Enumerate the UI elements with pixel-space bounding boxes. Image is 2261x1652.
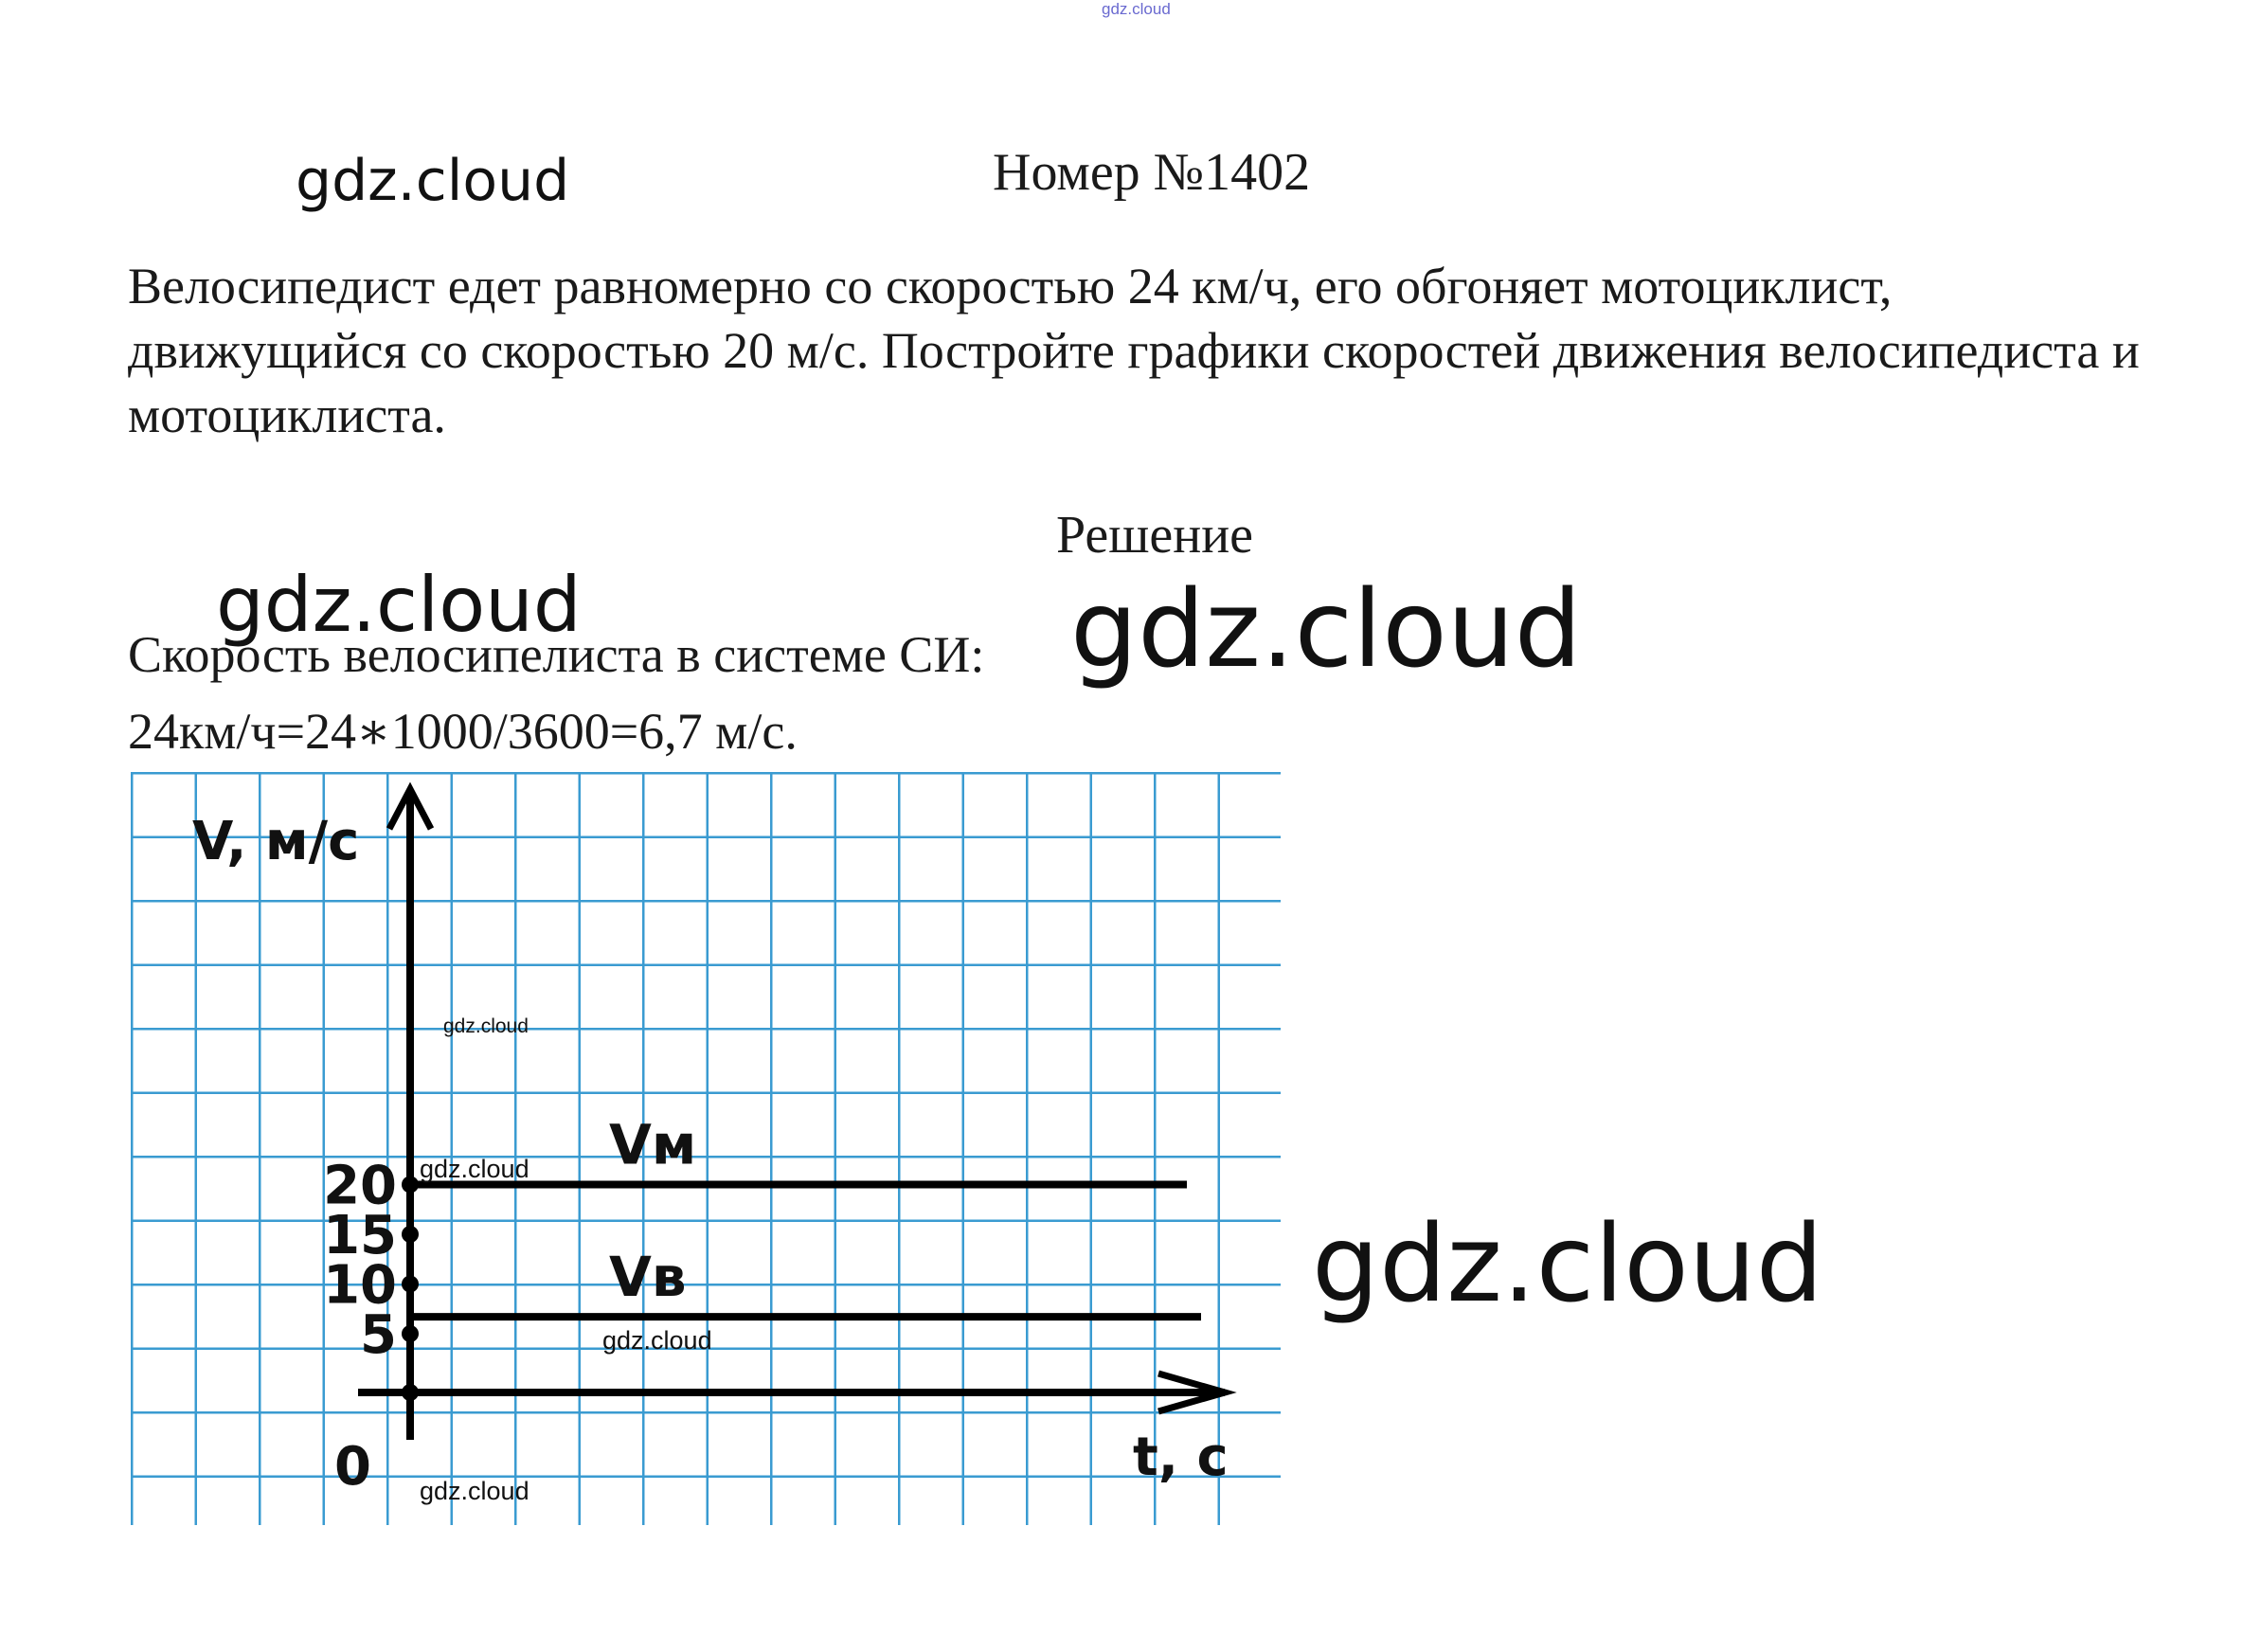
y-tick-dot	[402, 1226, 419, 1243]
grid-lines	[131, 772, 1281, 1525]
origin-dot	[402, 1384, 419, 1401]
chart-watermark-top: gdz.cloud	[443, 1015, 529, 1037]
chart-watermark-bottom: gdz.cloud	[420, 1477, 529, 1505]
series-label-vm: Vм	[609, 1112, 697, 1177]
top-watermark: gdz.cloud	[1102, 0, 1171, 18]
solution-si-line: Скорость велосипелиста в системе СИ:	[128, 626, 985, 683]
problem-title: Номер №1402	[993, 143, 1311, 202]
y-tick-label: 10	[323, 1254, 397, 1317]
y-tick-dot	[402, 1276, 419, 1293]
y-tick-dot	[402, 1325, 419, 1342]
y-tick-label: 15	[323, 1205, 397, 1266]
problem-text: Велосипедист едет равномерно со скоростью 24 км/ч, его обгоняет мотоциклист, движущийся со скоростью 20 м/с. Постройте графики скоростей движения велосипедиста и мотоциклиста.	[128, 258, 2140, 443]
solution-calc-line: 24км/ч=24∗1000/3600=6,7 м/с.	[128, 703, 798, 760]
origin-label: 0	[334, 1436, 371, 1498]
chart-watermark-mid: gdz.cloud	[420, 1155, 529, 1183]
watermark-bottom-right: gdz.cloud	[1312, 1203, 1823, 1326]
chart-watermark-vb: gdz.cloud	[602, 1326, 712, 1355]
solution-heading: Решение	[1056, 506, 1254, 565]
watermark-mid-left: gdz.cloud	[216, 561, 582, 649]
y-tick-label: 20	[323, 1155, 397, 1217]
watermark-header: gdz.cloud	[296, 148, 570, 214]
series-label-vb: Vв	[609, 1245, 687, 1310]
watermark-mid-right: gdz.cloud	[1070, 568, 1582, 691]
velocity-chart	[131, 772, 1281, 1525]
y-tick-label: 5	[360, 1304, 397, 1366]
x-axis-label: t, с	[1133, 1427, 1229, 1488]
y-axis-label: V, м/с	[192, 811, 360, 872]
